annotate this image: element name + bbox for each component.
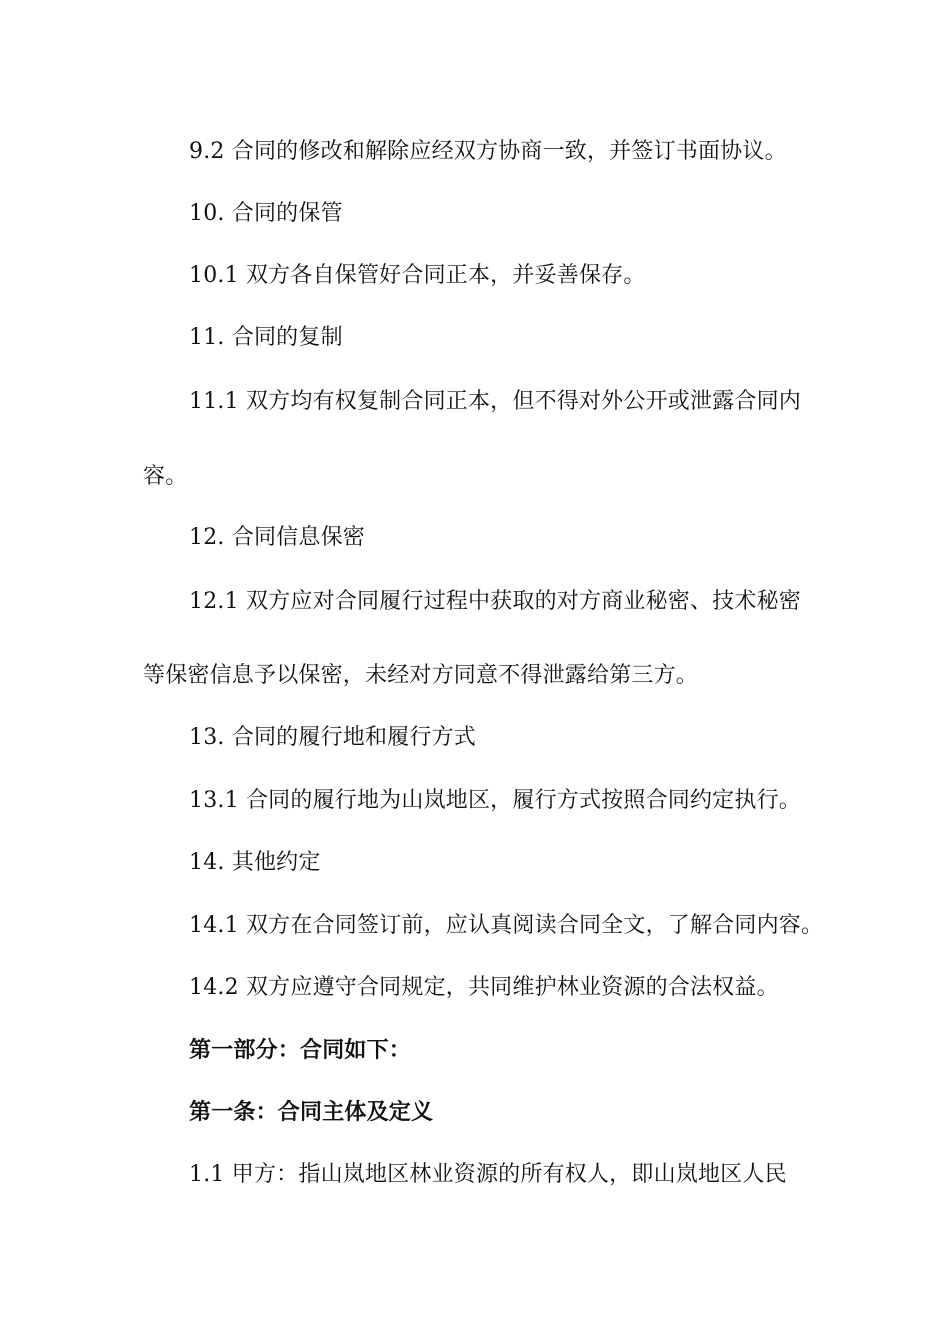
part-one-heading: 第一部分：合同如下： [189, 1038, 412, 1063]
clause-14-2: 14.2 双方应遵守合同规定，共同维护林业资源的合法权益。 [189, 975, 779, 1000]
clause-1-1: 1.1 甲方：指山岚地区林业资源的所有权人，即山岚地区人民 [189, 1162, 787, 1187]
clause-11-1-line-2: 容。 [143, 464, 188, 489]
heading-11: 11. 合同的复制 [189, 325, 343, 350]
heading-10: 10. 合同的保管 [189, 201, 343, 226]
clause-14-1: 14.1 双方在合同签订前，应认真阅读合同全文，了解合同内容。 [189, 913, 824, 938]
clause-9-2: 9.2 合同的修改和解除应经双方协商一致，并签订书面协议。 [189, 139, 787, 164]
clause-12-1-line-1: 12.1 双方应对合同履行过程中获取的对方商业秘密、技术秘密 [189, 589, 801, 614]
clause-13-1: 13.1 合同的履行地为山岚地区，履行方式按照合同约定执行。 [189, 788, 801, 813]
heading-12: 12. 合同信息保密 [189, 525, 365, 550]
article-one-heading: 第一条：合同主体及定义 [189, 1100, 434, 1125]
clause-11-1-line-1: 11.1 双方均有权复制合同正本，但不得对外公开或泄露合同内 [189, 389, 801, 414]
clause-10-1: 10.1 双方各自保管好合同正本，并妥善保存。 [189, 263, 646, 288]
clause-12-1-line-2: 等保密信息予以保密，未经对方同意不得泄露给第三方。 [143, 663, 699, 688]
heading-13: 13. 合同的履行地和履行方式 [189, 725, 476, 750]
heading-14: 14. 其他约定 [189, 850, 321, 875]
